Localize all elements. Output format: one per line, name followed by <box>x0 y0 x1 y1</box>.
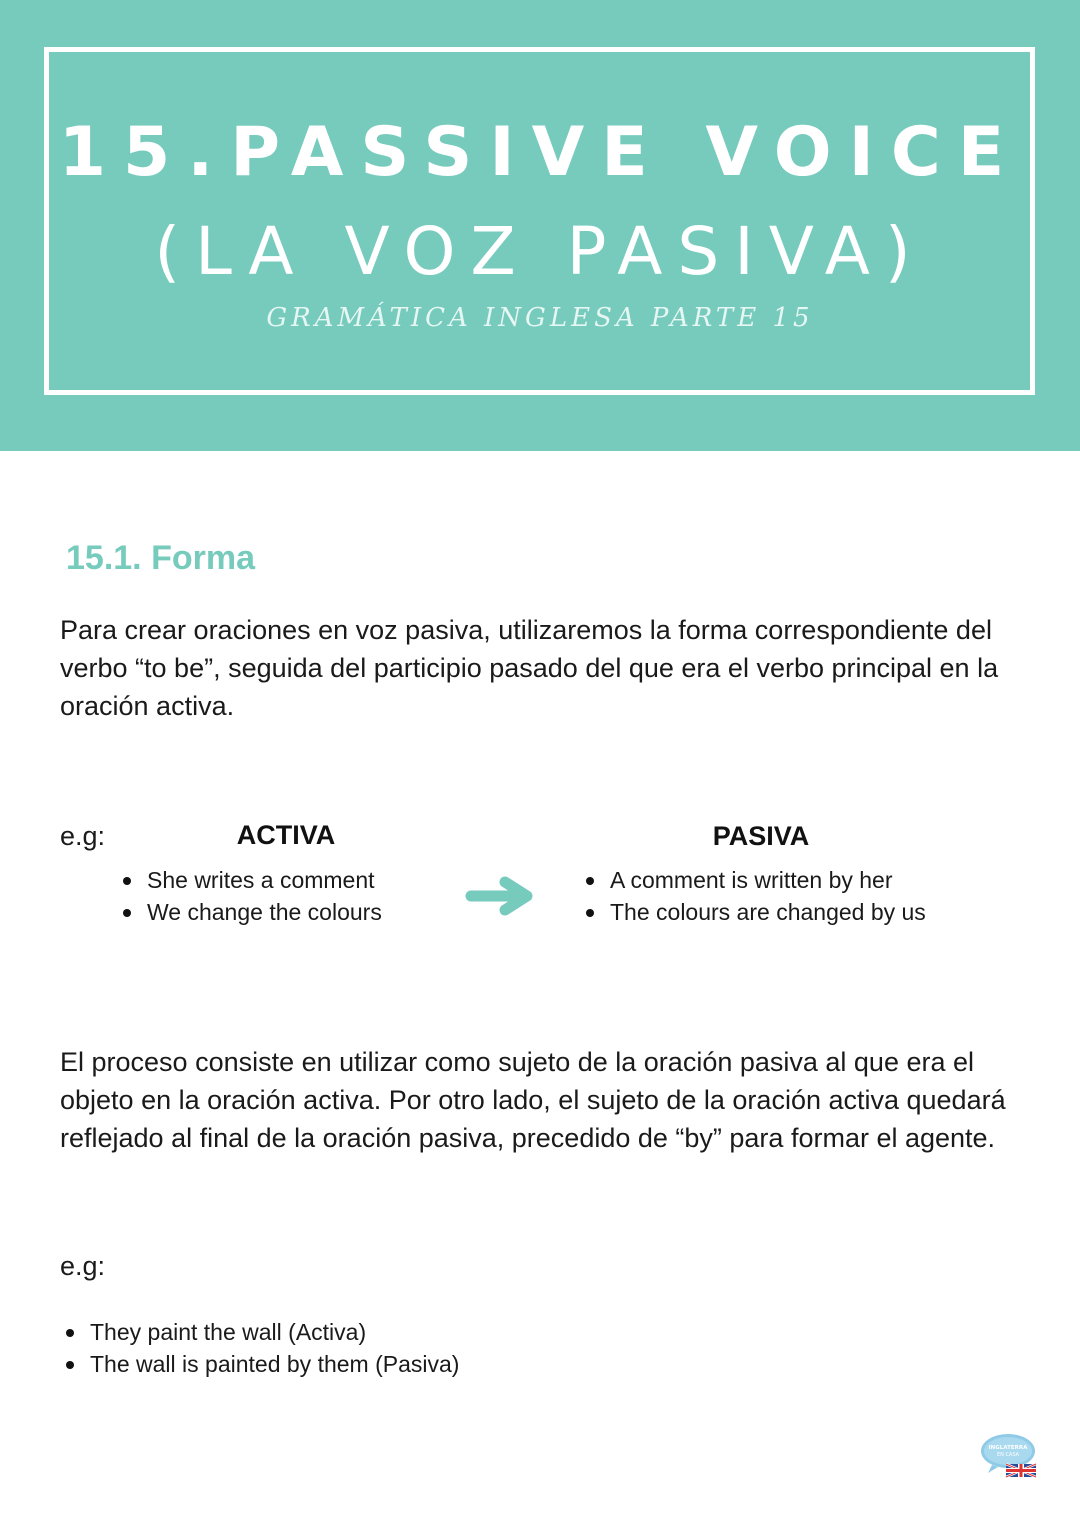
list-item: We change the colours <box>120 896 382 928</box>
example-label: e.g: <box>60 821 106 851</box>
list-item: A comment is written by her <box>583 864 926 896</box>
uk-flag-icon <box>1006 1464 1036 1477</box>
logo-text-line1: INGLATERRA <box>988 1445 1028 1451</box>
pasiva-heading: PASIVA <box>712 821 810 851</box>
pasiva-list <box>583 864 926 928</box>
page-subtitle: GRAMÁTICA INGLESA PARTE 15 <box>266 303 814 333</box>
intro-paragraph: Para crear oraciones en voz pasiva, utilizaremos la forma correspondiente del verbo “to be”, seguida del participio pasado del que era el verbo principal en la oración activa. <box>60 615 999 721</box>
list-item: They paint the wall (Activa) <box>63 1316 459 1348</box>
list-item: The wall is painted by them (Pasiva) <box>63 1348 459 1380</box>
explanation-paragraph: El proceso consiste en utilizar como sujeto de la oración pasiva al que era el objeto en la oración activa. Por otro lado, el sujeto de la oración activa quedará reflejado al final de la oración pasiva, precedido de “by” para formar el agente. <box>60 1047 1006 1153</box>
activa-heading: ACTIVA <box>236 820 336 850</box>
page-title: 15.PASSIVE VOICE <box>58 113 1022 192</box>
list-item: She writes a comment <box>120 864 382 896</box>
header-banner <box>0 0 1080 451</box>
example-label: e.g: <box>60 1251 106 1281</box>
page-title-spanish: (LA VOZ PASIVA) <box>154 213 926 290</box>
activa-list <box>120 864 382 928</box>
list-item: The colours are changed by us <box>583 896 926 928</box>
brand-logo <box>978 1431 1040 1479</box>
right-arrow-icon <box>465 876 535 916</box>
section-title: 15.1. Forma <box>66 539 255 577</box>
logo-text-line2: EN CASA <box>996 1452 1020 1458</box>
example-list <box>63 1316 459 1380</box>
